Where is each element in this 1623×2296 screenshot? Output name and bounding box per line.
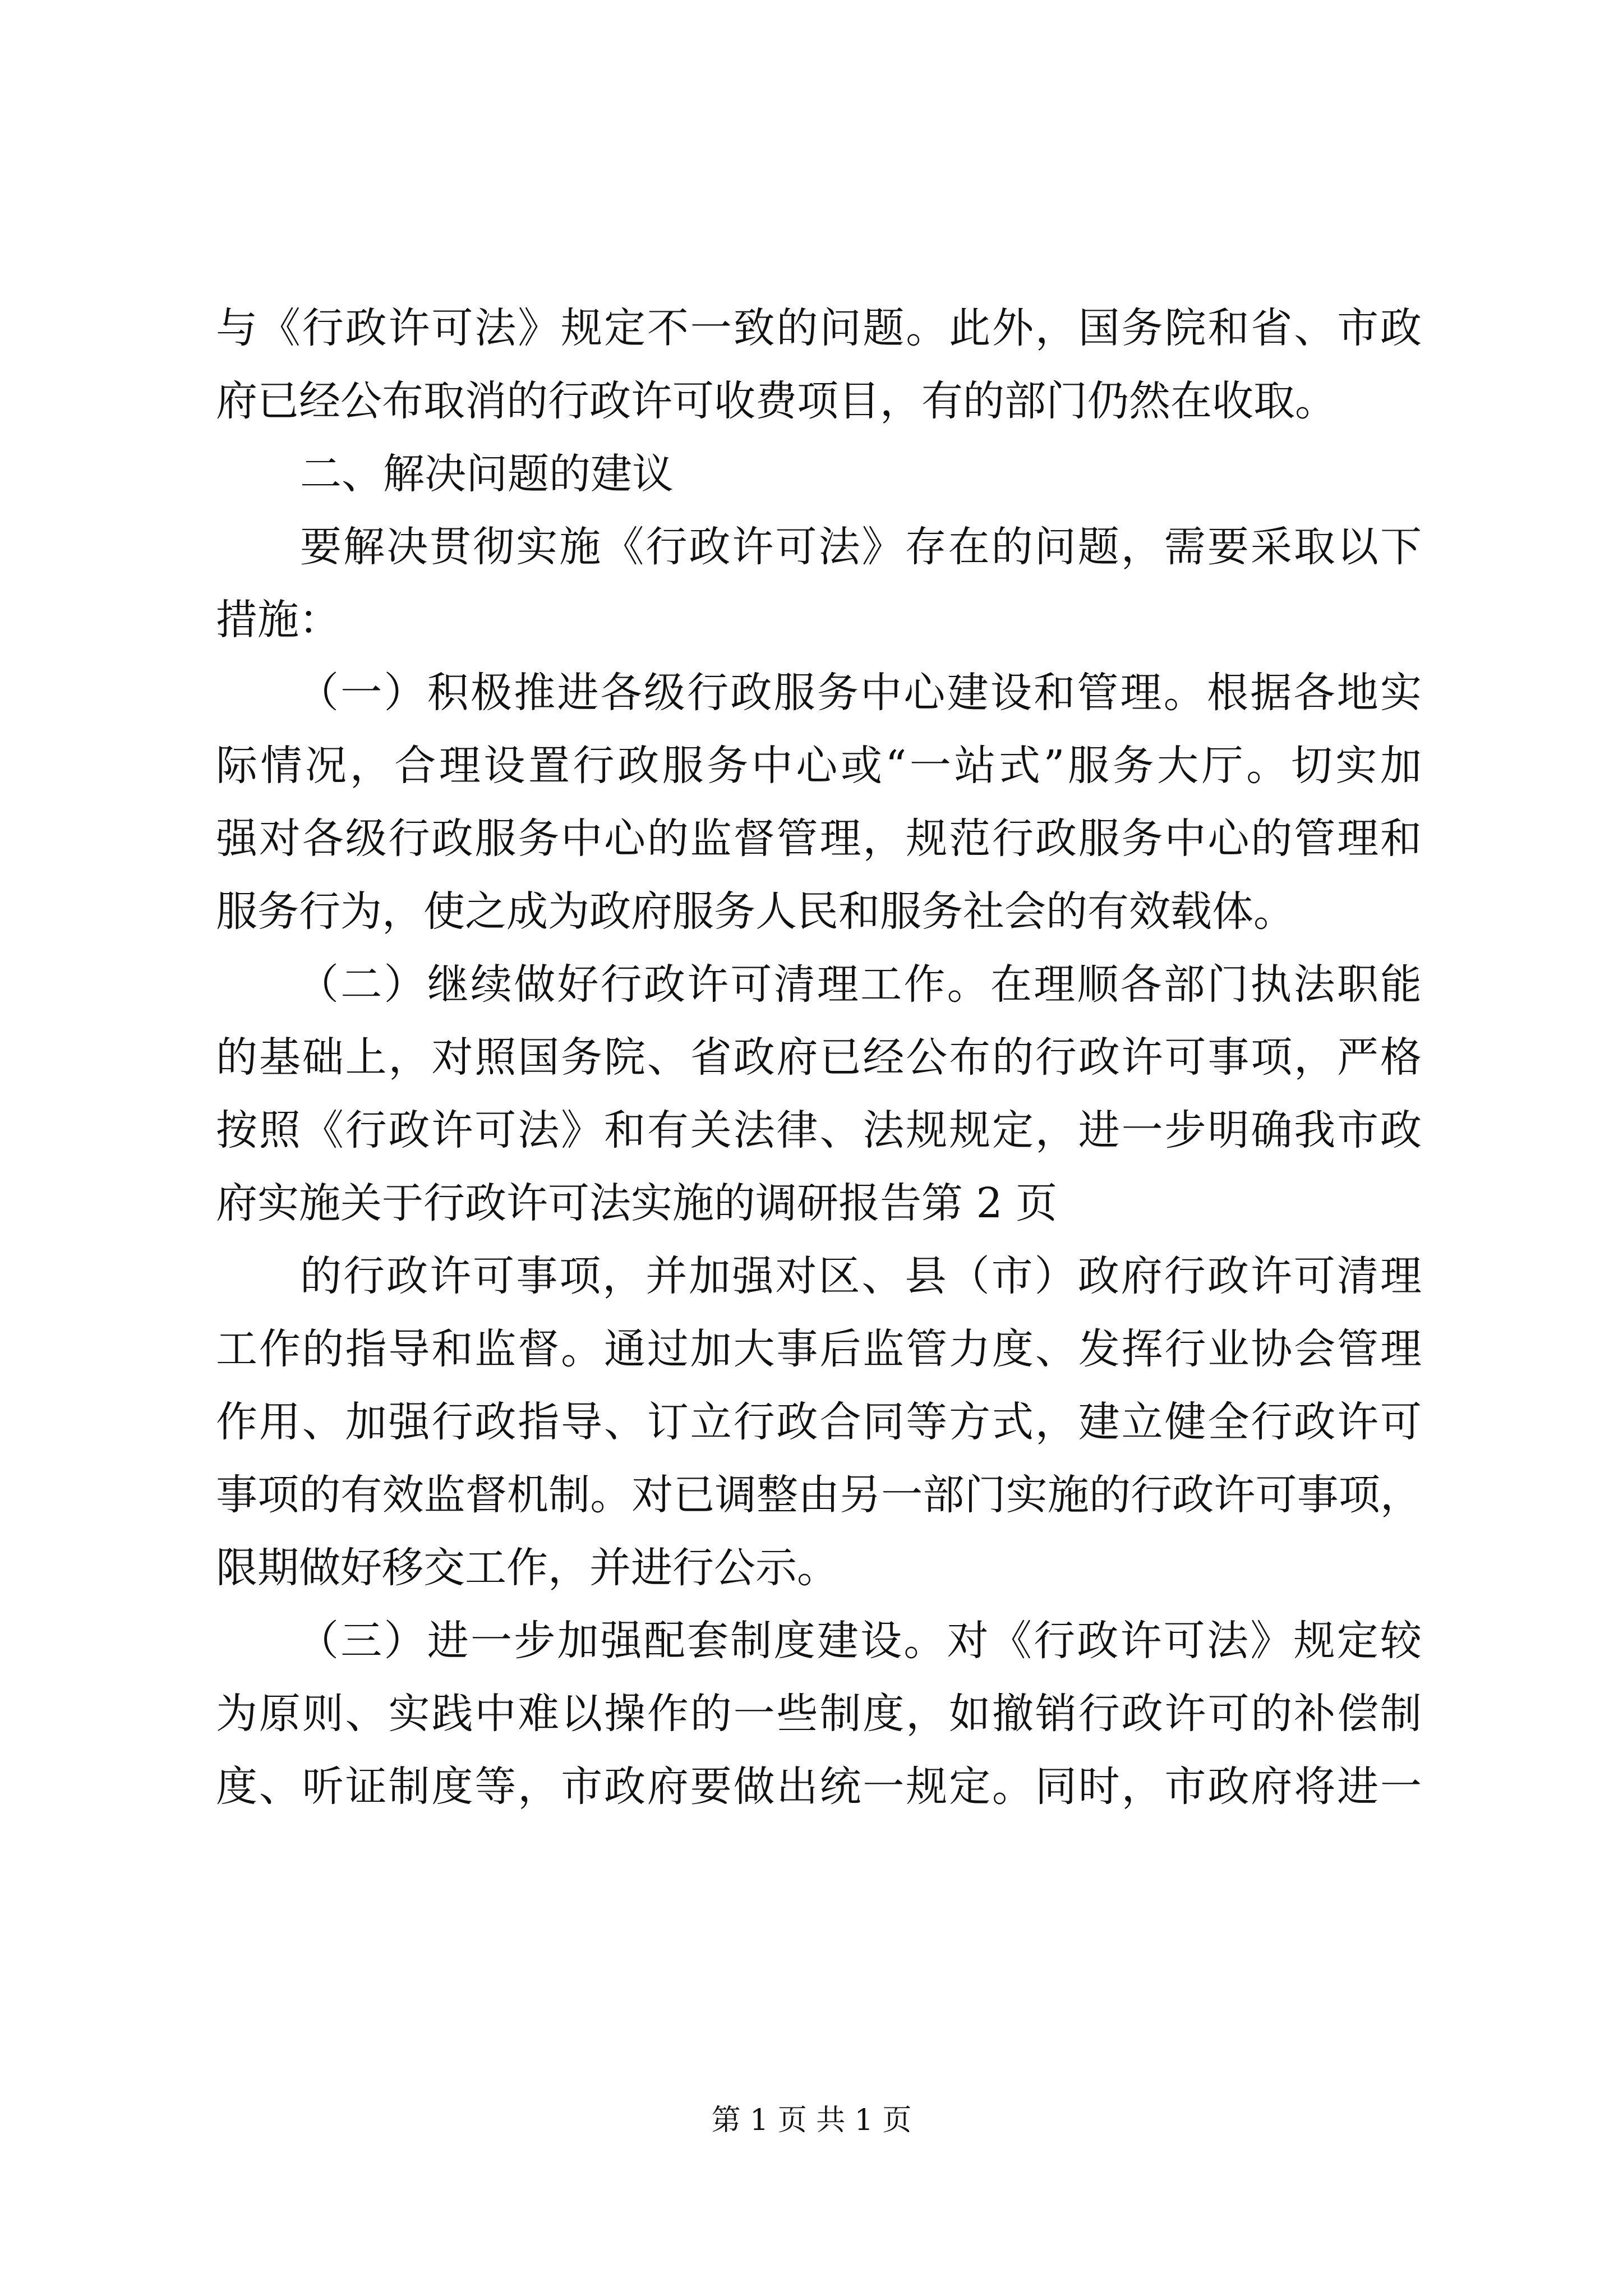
- item-3-line-2: 为原则、实践中难以操作的一些制度，如撤销行政许可的补偿制: [216, 1690, 1422, 1738]
- item-2-line-2: 的基础上，对照国务院、省政府已经公布的行政许可事项，严格: [216, 1033, 1422, 1082]
- item-2-line-3: 按照《行政许可法》和有关法律、法规规定，进一步明确我市政: [216, 1106, 1422, 1154]
- item-2-line-8: 事项的有效监督机制。对已调整由另一部门实施的行政许可事项，: [216, 1471, 1422, 1519]
- text-line-1: 与《行政许可法》规定不一致的问题。此外，国务院和省、市政: [216, 304, 1422, 352]
- item-2-line-9: 限期做好移交工作，并进行公示。: [216, 1544, 838, 1592]
- item-2-line-7: 作用、加强行政指导、订立行政合同等方式，建立健全行政许可: [216, 1398, 1422, 1446]
- item-2-line-5: 的行政许可事项，并加强对区、县（市）政府行政许可清理: [300, 1252, 1422, 1300]
- section-heading: 二、解决问题的建议: [300, 450, 674, 498]
- text-line-2: 府已经公布取消的行政许可收费项目，有的部门仍然在收取。: [216, 377, 1336, 425]
- text-line-4: 要解决贯彻实施《行政许可法》存在的问题，需要采取以下: [300, 523, 1422, 571]
- item-1-line-2: 际情况，合理设置行政服务中心或“一站式”服务大厅。切实加: [216, 742, 1422, 790]
- item-3-line-1: （三）进一步加强配套制度建设。对《行政许可法》规定较: [297, 1617, 1422, 1665]
- text-line-5: 措施：: [216, 596, 340, 644]
- item-3-line-3: 度、听证制度等，市政府要做出统一规定。同时，市政府将进一: [216, 1763, 1422, 1811]
- item-2-line-4: 府实施关于行政许可法实施的调研报告第 2 页: [216, 1179, 1058, 1227]
- item-2-line-6: 工作的指导和监督。通过加大事后监管力度、发挥行业协会管理: [216, 1325, 1422, 1373]
- item-1-line-3: 强对各级行政服务中心的监督管理，规范行政服务中心的管理和: [216, 815, 1422, 863]
- document-body: [216, 292, 1422, 1823]
- page-footer: 第 1 页 共 1 页: [711, 2104, 912, 2137]
- item-1-line-4: 服务行为，使之成为政府服务人民和服务社会的有效载体。: [216, 887, 1295, 936]
- item-2-line-1: （二）继续做好行政许可清理工作。在理顺各部门执法职能: [297, 960, 1422, 1009]
- item-1-line-1: （一）积极推进各级行政服务中心建设和管理。根据各地实: [297, 669, 1422, 717]
